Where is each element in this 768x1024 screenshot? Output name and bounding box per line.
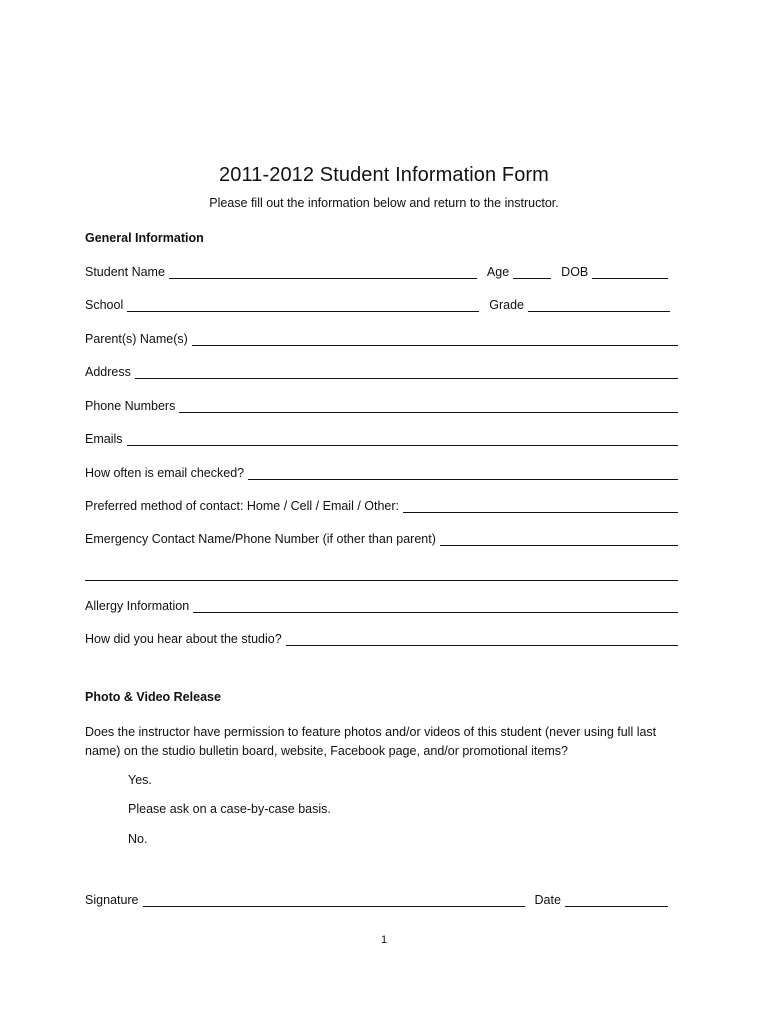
signature-row	[85, 891, 678, 907]
date-label: Date	[534, 893, 561, 907]
parents-row	[85, 330, 678, 346]
allergy-row	[85, 597, 678, 613]
emergency-field[interactable]	[440, 532, 678, 546]
emergency-input[interactable]	[440, 533, 678, 546]
general-information-heading: General Information	[85, 231, 204, 245]
age-label: Age	[486, 265, 510, 279]
school-row	[85, 296, 678, 312]
emails-row	[85, 430, 678, 446]
phone-field[interactable]	[179, 399, 678, 413]
hear-field[interactable]	[286, 632, 678, 646]
emergency-continued-input[interactable]	[85, 568, 678, 581]
signature-input[interactable]	[143, 894, 525, 907]
email-checked-field[interactable]	[248, 466, 678, 480]
allergy-label: Allergy Information	[85, 599, 190, 613]
school-field[interactable]	[127, 298, 479, 312]
allergy-input[interactable]	[193, 600, 678, 613]
emergency-row	[85, 530, 678, 546]
photo-video-release-heading: Photo & Video Release	[85, 690, 221, 704]
email-checked-row	[85, 464, 678, 480]
hear-label: How did you hear about the studio?	[85, 632, 282, 646]
email-checked-input[interactable]	[248, 467, 678, 480]
dob-label: DOB	[561, 265, 589, 279]
emails-label: Emails	[85, 432, 123, 446]
date-field[interactable]	[565, 893, 668, 907]
student-name-field[interactable]	[169, 265, 477, 279]
address-label: Address	[85, 365, 131, 379]
phone-input[interactable]	[179, 400, 678, 413]
parents-label: Parent(s) Name(s)	[85, 332, 188, 346]
dob-field[interactable]	[592, 265, 668, 279]
date-input[interactable]	[565, 894, 668, 907]
emails-field[interactable]	[127, 432, 678, 446]
allergy-field[interactable]	[193, 599, 678, 613]
grade-field[interactable]	[528, 298, 670, 312]
grade-input[interactable]	[528, 299, 670, 312]
release-question: Does the instructor have permission to feature photos and/or videos of this student (never using full last name) on the studio bulletin board, website, Facebook page, and/or promotional items?	[85, 725, 657, 758]
hear-input[interactable]	[286, 633, 678, 646]
page-number: 1	[380, 934, 388, 946]
school-label: School	[85, 298, 124, 312]
phone-row	[85, 397, 678, 413]
grade-label: Grade	[489, 298, 524, 312]
address-row	[85, 363, 678, 379]
release-option-yes[interactable]: Yes.	[128, 773, 152, 787]
emergency-continued-row	[85, 565, 678, 581]
student-name-input[interactable]	[169, 266, 477, 279]
signature-field[interactable]	[143, 893, 525, 907]
age-field[interactable]	[513, 265, 551, 279]
emergency-label: Emergency Contact Name/Phone Number (if other than parent)	[85, 532, 436, 546]
signature-label: Signature	[85, 893, 139, 907]
emails-input[interactable]	[127, 433, 678, 446]
hear-row	[85, 630, 678, 646]
email-checked-label: How often is email checked?	[85, 466, 245, 480]
contact-method-input[interactable]	[403, 500, 678, 513]
dob-input[interactable]	[592, 266, 668, 279]
release-option-no[interactable]: No.	[128, 832, 148, 846]
parents-input[interactable]	[192, 333, 678, 346]
parents-field[interactable]	[192, 332, 678, 346]
phone-label: Phone Numbers	[85, 399, 176, 413]
contact-method-field[interactable]	[403, 499, 678, 513]
emergency-continued-field[interactable]	[85, 567, 678, 581]
contact-method-label: Preferred method of contact: Home / Cell / Email / Other:	[85, 499, 400, 513]
release-option-case-by-case[interactable]: Please ask on a case-by-case basis.	[128, 802, 331, 816]
age-input[interactable]	[513, 266, 551, 279]
form-subtitle: Please fill out the information below and return to the instructor.	[209, 196, 559, 210]
contact-method-row	[85, 497, 678, 513]
address-input[interactable]	[135, 366, 678, 379]
student-name-label: Student Name	[85, 265, 165, 279]
address-field[interactable]	[135, 365, 678, 379]
school-input[interactable]	[127, 299, 479, 312]
form-title: 2011-2012 Student Information Form	[219, 164, 549, 186]
student-name-row	[85, 263, 678, 279]
